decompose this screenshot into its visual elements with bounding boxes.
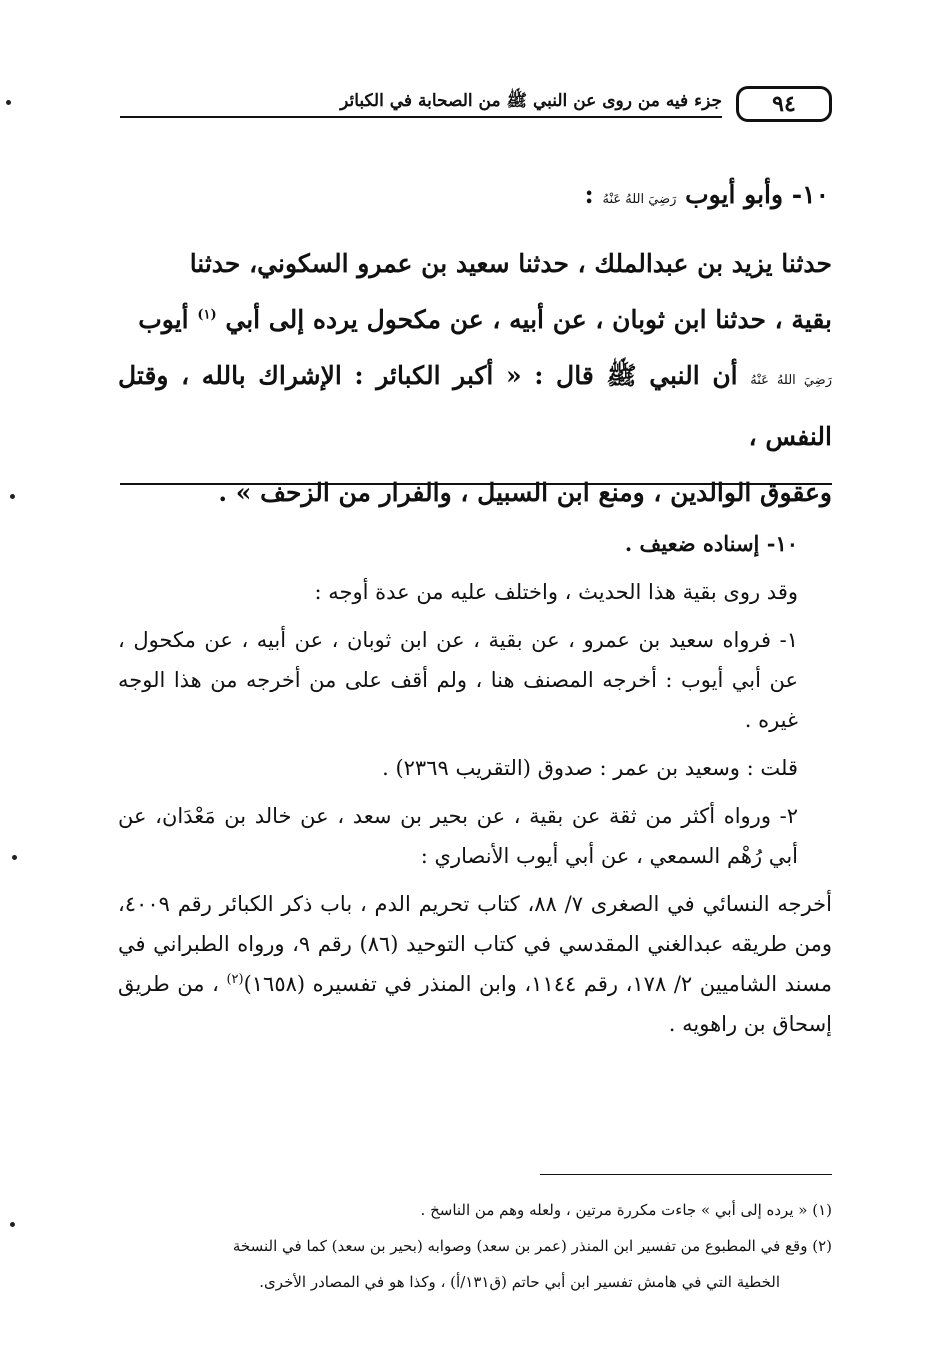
commentary-paragraph: قلت : وسعيد بن عمر : صدوق (التقريب ٢٣٦٩) . — [382, 756, 798, 780]
scan-speck — [10, 494, 15, 499]
hadith-line-part: أن النبي ﷺ قال : « أكبر الكبائر : الإشراك بالله ، وقتل النفس ، — [118, 361, 832, 451]
commentary-paragraph — [118, 884, 832, 1044]
footnote-1: (١) « يرده إلى أبي » جاءت مكررة مرتين ، ولعله وهم من الناسخ . — [420, 1201, 832, 1219]
page-number: ٩٤ — [736, 86, 832, 122]
takhrij-text: ، من طريق إسحاق بن راهويه . — [118, 972, 832, 1036]
honorific-text: رَضِيَ اللهُ عَنْهُ — [750, 373, 832, 388]
scan-speck — [6, 100, 11, 105]
commentary-title: ١٠- إسناده ضعيف . — [624, 531, 798, 556]
commentary-paragraph: ٢- ورواه أكثر من ثقة عن بقية ، عن بحير بن سعد ، عن خالد بن مَعْدَان، عن أبي رُهْم السمعي ، عن أبي أيوب الأنصاري : — [118, 804, 798, 868]
hadith-heading-text: ١٠- وأبو أيوب — [685, 180, 829, 209]
hadith-heading-end: : — [584, 180, 594, 209]
footnote-ref-1: (١) — [197, 307, 217, 323]
scan-speck — [10, 1222, 15, 1227]
commentary — [118, 524, 832, 1052]
footnote-2-continued: الخطية التي في هامش تفسير ابن أبي حاتم (ق١٣١/أ) ، وكذا هو في المصادر الأخرى. — [259, 1273, 780, 1291]
scan-speck — [12, 855, 17, 860]
hadith-heading — [585, 180, 829, 209]
footnotes — [118, 1192, 832, 1300]
hadith-line-part: أيوب — [138, 305, 189, 334]
header-title: جزء فيه من روى عن النبي ﷺ من الصحابة في الكبائر — [340, 91, 722, 111]
honorific-text: رَضِيَ اللهُ عَنْهُ — [602, 192, 677, 207]
hadith-text — [118, 236, 832, 521]
hadith-line: حدثنا يزيد بن عبدالملك ، حدثنا سعيد بن عمرو السكوني، حدثنا — [189, 249, 832, 278]
running-header — [120, 86, 832, 126]
takhrij-text: أخرجه النسائي في الصغرى ٧/ ٨٨، كتاب تحريم الدم ، باب ذكر الكبائر رقم ٤٠٠٩، ومن طريقه عبدالغني المقدسي في كتاب التوحيد (٨٦) رقم ٩، ورواه الطبراني في مسند الشاميين ٢/ ١٧٨، رقم ١١٤٤، وابن المنذر في تفسيره (١٦٥٨) — [118, 892, 833, 996]
footnote-rule — [540, 1174, 832, 1175]
footnote-ref-2: (٢) — [226, 972, 244, 987]
commentary-paragraph: ١- فرواه سعيد بن عمرو ، عن بقية ، عن ابن ثوبان ، عن أبيه ، عن مكحول ، عن أبي أيوب : أخرجه المصنف هنا ، ولم أقف على من أخرجه من هذا الوجه غيره . — [118, 628, 798, 732]
hadith-line — [118, 292, 832, 348]
hadith-line-part: بقية ، حدثنا ابن ثوبان ، عن أبيه ، عن مكحول يرده إلى أبي — [225, 305, 832, 334]
hadith-line — [118, 348, 832, 465]
header-rule — [120, 116, 722, 118]
section-divider — [120, 483, 832, 485]
commentary-paragraph: وقد روى بقية هذا الحديث ، واختلف عليه من عدة أوجه : — [314, 580, 798, 604]
hadith-line: وعقوق الوالدين ، ومنع ابن السبيل ، والفرار من الزحف » . — [218, 478, 832, 507]
footnote-2: (٢) وقع في المطبوع من تفسير ابن المنذر (عمر بن سعد) وصوابه (بحير بن سعد) كما في النسخة — [232, 1237, 832, 1255]
